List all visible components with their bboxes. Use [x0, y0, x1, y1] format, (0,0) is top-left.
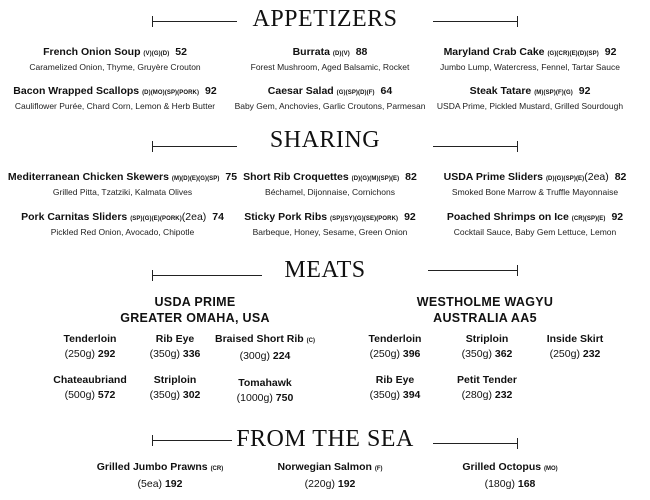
menu-item [215, 45, 445, 73]
meats-header [0, 255, 650, 285]
menu-item [0, 170, 245, 198]
item-name: Rib Eye [375, 374, 415, 386]
allergen-tags: (SP)(SY)(G)(SE)(PORK) [330, 216, 399, 222]
section-title-meats: MEATS [284, 257, 366, 283]
item-price: 82 [614, 171, 627, 183]
item-name: Tenderloin [63, 333, 117, 345]
portion-size: (5ea) [137, 478, 163, 490]
allergen-tags: (M)(D)(E)(G)(SP) [171, 176, 220, 182]
meat-item [45, 332, 135, 362]
allergen-tags: (G)(CR)(E)(D)(SP) [547, 51, 599, 57]
allergen-tags: (V)(G)(D) [143, 51, 170, 57]
menu-item [255, 460, 405, 492]
item-name: Pork Carnitas Sliders [21, 211, 128, 223]
meat-item [442, 373, 532, 403]
item-name: Norwegian Salmon [277, 461, 372, 473]
portion-size: (2ea) [584, 171, 609, 183]
item-weight: (350g) [149, 348, 180, 360]
item-name: Burrata [292, 46, 330, 58]
menu-item [415, 45, 645, 73]
item-description: Pickled Red Onion, Avocado, Chipotle [50, 227, 195, 237]
portion-size: (220g) [304, 478, 335, 490]
item-price: 92 [611, 211, 624, 223]
item-name: Steak Tatare [469, 85, 532, 97]
allergen-tags: (MO) [544, 466, 558, 472]
menu-item [85, 460, 235, 492]
item-name: Grilled Jumbo Prawns [96, 461, 208, 473]
item-price: 302 [182, 389, 201, 401]
group-title-line: WESTHOLME WAGYU [416, 295, 554, 309]
item-name: Striploin [153, 374, 197, 386]
section-title-sharing: SHARING [269, 127, 381, 153]
meat-item [130, 373, 220, 403]
menu-item [0, 84, 230, 112]
item-name: USDA Prime Sliders [443, 171, 544, 183]
item-weight: (350g) [461, 348, 492, 360]
item-description: Jumbo Lump, Watercress, Fennel, Tartar Sauce [440, 62, 620, 72]
item-price: 394 [402, 389, 421, 401]
item-price: 168 [517, 478, 536, 490]
item-price: 88 [355, 46, 368, 58]
item-price: 82 [405, 171, 417, 183]
section-title-from-the-sea: FROM THE SEA [236, 426, 414, 452]
item-description: Smoked Bone Marrow & Truffle Mayonnaise [451, 187, 619, 197]
item-price: 396 [402, 348, 421, 360]
item-description: USDA Prime, Pickled Mustard, Grilled Sourdough [436, 101, 624, 111]
item-name: Striploin [465, 333, 509, 345]
item-price: 362 [494, 348, 513, 360]
menu-item [215, 84, 445, 112]
item-price: 232 [494, 389, 513, 401]
item-price: 192 [337, 478, 356, 490]
item-weight: (300g) [239, 350, 270, 362]
item-description: Béchamel, Dijonnaise, Cornichons [265, 187, 395, 197]
item-price: 92 [205, 85, 217, 97]
item-name: Grilled Octopus [462, 461, 542, 473]
meat-item [215, 376, 315, 406]
item-description: Caramelized Onion, Thyme, Gruyère Crouton [29, 62, 201, 72]
item-name: French Onion Soup [43, 46, 141, 58]
allergen-tags: (CR) [210, 466, 224, 472]
item-name: Inside Skirt [546, 333, 604, 345]
divider-line [433, 146, 518, 147]
item-description: Baby Gem, Anchovies, Garlic Croutons, Parmesan [234, 101, 426, 111]
usda-prime-title [80, 294, 310, 326]
item-description: Grilled Pitta, Tzatziki, Kalmata Olives [52, 187, 193, 197]
item-price: 74 [212, 211, 224, 223]
item-price: 92 [404, 211, 416, 223]
appetizers-header [0, 4, 650, 34]
portion-size: (180g) [484, 478, 515, 490]
menu-item [425, 170, 645, 198]
divider-line [428, 270, 518, 271]
allergen-tags: (D)(V) [332, 51, 350, 57]
item-name: Maryland Crab Cake [443, 46, 545, 58]
item-price: 232 [582, 348, 601, 360]
menu-item [425, 210, 645, 238]
item-price: 52 [175, 46, 187, 58]
item-price: 92 [604, 46, 617, 58]
allergen-tags: (SP)(G)(E)(PORK) [130, 216, 182, 222]
item-name: Braised Short Rib [215, 333, 304, 345]
menu-item [415, 84, 645, 112]
item-price: 336 [182, 348, 201, 360]
item-weight: (350g) [149, 389, 180, 401]
section-title-appetizers: APPETIZERS [252, 6, 398, 32]
allergen-tags: (D)(MO)(SP)(PORK) [142, 90, 200, 96]
item-price: 750 [275, 392, 294, 404]
item-description: Cauliflower Purée, Chard Corn, Lemon & Herb Butter [14, 101, 216, 111]
item-name: Chateaubriand [53, 374, 127, 386]
item-description: Barbeque, Honey, Sesame, Green Onion [252, 227, 408, 237]
meat-item [442, 332, 532, 362]
allergen-tags: (D)(G)(SP)(E) [545, 176, 585, 182]
item-description: Cocktail Sauce, Baby Gem Lettuce, Lemon [453, 227, 617, 237]
meat-item [350, 332, 440, 362]
menu-item [215, 210, 445, 238]
allergen-tags: (D)(G)(M)(SP)(E) [351, 176, 400, 182]
item-name: Tenderloin [368, 333, 422, 345]
group-title-line: GREATER OMAHA, USA [120, 311, 270, 325]
allergen-tags: (CR)(SP)(E) [571, 216, 606, 222]
item-name: Tomahawk [238, 377, 292, 389]
item-price: 192 [164, 478, 183, 490]
item-name: Rib Eye [155, 333, 195, 345]
item-weight: (500g) [64, 389, 95, 401]
menu-item [215, 170, 445, 198]
sea-header [0, 424, 650, 454]
menu-item [435, 460, 585, 492]
item-weight: (250g) [369, 348, 400, 360]
item-name: Mediterranean Chicken Skewers [7, 171, 169, 183]
item-name: Caesar Salad [267, 85, 334, 97]
item-price: 572 [97, 389, 116, 401]
group-title-line: USDA PRIME [154, 295, 236, 309]
meat-item [210, 332, 320, 364]
item-price: 64 [380, 85, 393, 97]
meat-item [350, 373, 440, 403]
item-price: 75 [225, 171, 238, 183]
item-price: 292 [97, 348, 116, 360]
item-name: Poached Shrimps on Ice [446, 211, 569, 223]
allergen-tags: (C) [306, 338, 315, 344]
sharing-header [0, 125, 650, 155]
item-price: 224 [272, 350, 291, 362]
meat-item [45, 373, 135, 403]
group-title-line: AUSTRALIA AA5 [433, 311, 537, 325]
item-name: Sticky Pork Ribs [244, 211, 328, 223]
item-price: 92 [578, 85, 591, 97]
allergen-tags: (F) [374, 466, 383, 472]
portion-size: (2ea) [181, 211, 207, 223]
meat-item [530, 332, 620, 362]
divider-line [433, 21, 518, 22]
item-name: Short Rib Croquettes [243, 171, 349, 183]
item-description: Forest Mushroom, Aged Balsamic, Rocket [250, 62, 410, 72]
divider-line [433, 443, 518, 444]
item-weight: (280g) [461, 389, 492, 401]
item-weight: (1000g) [236, 392, 273, 404]
item-weight: (250g) [64, 348, 95, 360]
menu-item [0, 210, 245, 238]
allergen-tags: (G)(SP)(D)(F) [336, 90, 375, 96]
allergen-tags: (M)(SP)(F)(G) [534, 90, 573, 96]
item-weight: (350g) [369, 389, 400, 401]
item-weight: (250g) [549, 348, 580, 360]
item-name: Petit Tender [457, 374, 517, 386]
menu-item [0, 45, 230, 73]
meat-item [130, 332, 220, 362]
item-name: Bacon Wrapped Scallops [13, 85, 140, 97]
wagyu-title [370, 294, 600, 326]
